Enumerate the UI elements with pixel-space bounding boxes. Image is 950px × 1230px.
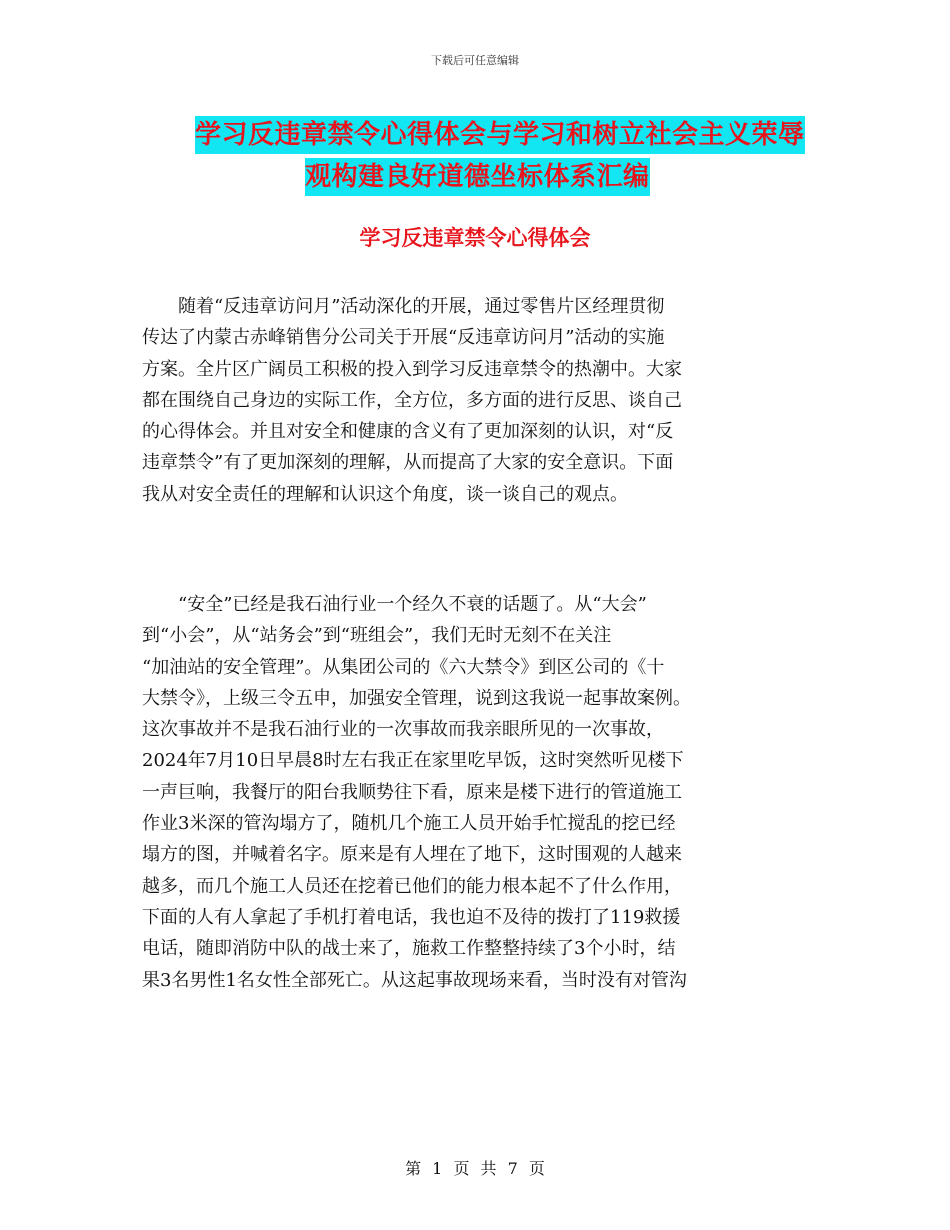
paragraph-line: 下面的人有人拿起了手机打着电话，我也迫不及待的拨打了119救援 bbox=[142, 906, 681, 928]
paragraph-line: 我从对安全责任的理解和认识这个角度，谈一谈自己的观点。 bbox=[142, 483, 628, 505]
paragraph-line: 传达了内蒙古赤峰销售分公司关于开展“反违章访问月”活动的实施 bbox=[142, 327, 665, 349]
paragraph-line: 这次事故并不是我石油行业的一次事故而我亲眼所见的一次事故， bbox=[142, 719, 664, 741]
paragraph-line: 的心得体会。并且对安全和健康的含义有了更加深刻的认识，对“反 bbox=[142, 421, 674, 443]
paragraph-line: 2024年7月10日早晨8时左右我正在家里吃早饭，这时突然听见楼下 bbox=[142, 750, 684, 772]
page-number: 第 1 页 共 7 页 bbox=[405, 1159, 545, 1178]
paragraph-line: 到“小会”，从“站务会”到“班组会”，我们无时无刻不在关注 bbox=[142, 625, 612, 647]
header-note: 下载后可任意编辑 bbox=[431, 54, 519, 67]
body-paragraph-1 bbox=[142, 291, 810, 510]
paragraph-line: 一声巨响，我餐厅的阳台我顺势往下看，原来是楼下进行的管道施工 bbox=[142, 781, 682, 803]
paragraph-line: “加油站的安全管理”。从集团公司的《六大禁令》到区公司的《十 bbox=[142, 656, 665, 678]
paragraph-line: 违章禁令”有了更加深刻的理解，从而提高了大家的安全意识。下面 bbox=[142, 452, 674, 474]
paragraph-line: 随着“反违章访问月”活动深化的开展，通过零售片区经理贯彻 bbox=[142, 296, 665, 317]
paragraph-line: 都在围绕自己身边的实际工作，全方位，多方面的进行反思、谈自己 bbox=[142, 389, 682, 411]
paragraph-line: 塌方的图，并喊着名字。原来是有人埋在了地下，这时围观的人越来 bbox=[142, 844, 682, 866]
paragraph-line: 电话，随即消防中队的战士来了，施救工作整整持续了3个小时，结 bbox=[142, 938, 676, 960]
paragraph-line: 果3名男性1名女性全部死亡。从这起事故现场来看，当时没有对管沟 bbox=[142, 969, 687, 991]
section-heading: 学习反违章禁令心得体会 bbox=[359, 226, 591, 250]
paragraph-line: 作业3米深的管沟塌方了，随机几个施工人员开始手忙搅乱的挖已经 bbox=[142, 813, 676, 835]
document-title-line-1-text: 学习反违章禁令心得体会与学习和树立社会主义荣辱 bbox=[195, 116, 805, 154]
body-paragraph-2 bbox=[142, 589, 810, 996]
paragraph-line: 方案。全片区广阔员工积极的投入到学习反违章禁令的热潮中。大家 bbox=[142, 358, 682, 380]
paragraph-line: 大禁令》，上级三令五申，加强安全管理，说到这我说一起事故案例。 bbox=[142, 687, 691, 709]
paragraph-line: 越多，而几个施工人员还在挖着已他们的能力根本起不了什么作用， bbox=[142, 875, 682, 897]
document-title-line-2-text: 观构建良好道德坐标体系汇编 bbox=[305, 158, 650, 196]
paragraph-line: “安全”已经是我石油行业一个经久不衰的话题了。从“大会” bbox=[142, 594, 647, 615]
